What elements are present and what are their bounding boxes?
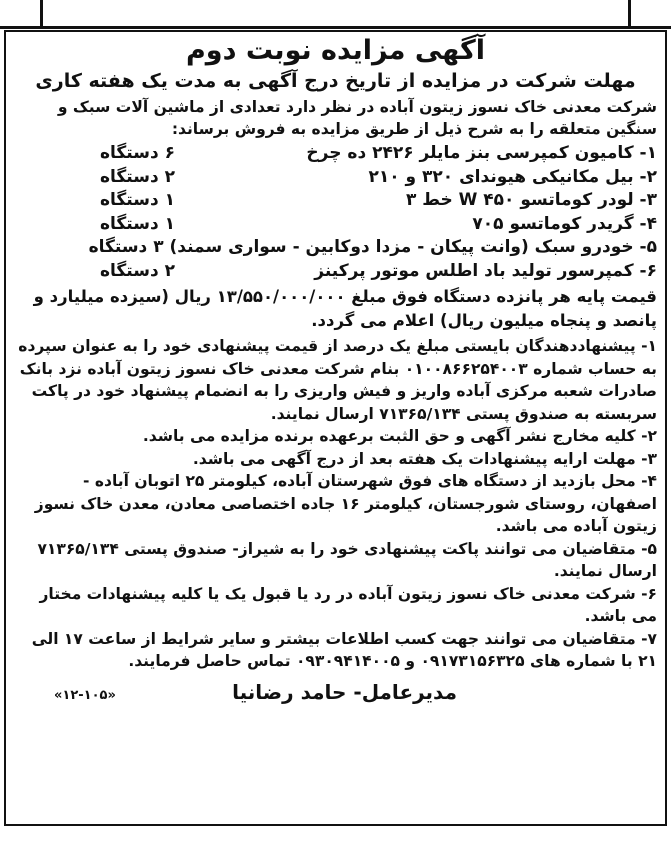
item-description: ۴- گریدر کوماتسو ۷۰۵	[472, 213, 657, 234]
notice-title: آگهی مزایده نوبت دوم	[186, 35, 485, 66]
condition-item: ۲- کلیه مخارج نشر آگهی و حق الثبت برعهده برنده مزایده می باشد.	[142, 427, 657, 445]
base-price: قیمت پایه هر پانزده دستگاه فوق مبلغ ۱۳/۵۵۰/۰۰۰/۰۰۰ ریال (سیزده میلیارد و پانصد و پنجاه میلیون ریال) اعلام می گردد.	[33, 287, 657, 330]
notice-subtitle: مهلت شرکت در مزایده از تاریخ درج آگهی به مدت یک هفته کاری	[35, 70, 636, 92]
list-item	[14, 142, 657, 166]
machinery-list	[14, 142, 657, 283]
item-description: ۱- کامیون کمپرسی بنز مایلر ۲۴۲۶ ده چرخ	[306, 143, 657, 163]
list-item	[14, 213, 657, 237]
list-item	[14, 189, 657, 213]
condition-item: ۷- متقاضیان می توانند جهت کسب اطلاعات بیشتر و سایر شرایط از ساعت ۱۷ الی ۲۱ با شماره های ۰۹۱۷۳۱۵۶۳۲۵ و ۰۹۳۰۹۴۱۴۰۰۵ تماس حاصل فرمایند.	[31, 629, 657, 670]
item-description: ۵- خودرو سبک (وانت پیکان - مزدا دوکابین - سواری سمند) ۳ دستگاه	[88, 237, 657, 257]
item-quantity: ۶ دستگاه	[100, 143, 175, 163]
item-quantity: ۱ دستگاه	[100, 190, 175, 210]
condition-item: ۶- شرکت معدنی خاک نسوز زیتون آباده در رد یا قبول یک یا کلیه پیشنهادات مختار می باشد.	[39, 584, 657, 625]
notice-intro: شرکت معدنی خاک نسوز زیتون آباده در نظر دارد تعدادی از ماشین آلات سبک و سنگین متعلقه را به شرح ذیل از طریق مزایده به فروش برساند:	[57, 98, 657, 138]
condition-item: ۴- محل بازدید از دستگاه های فوق شهرستان آباده، کیلومتر ۲۵ اتوبان آباده - اصفهان، روستای شورجستان، کیلومتر ۱۶ جاده اختصاصی معادن، معدن خاک نسوز زیتون آباده می باشد.	[34, 472, 657, 535]
item-quantity: ۲ دستگاه	[100, 260, 175, 281]
condition-item: ۱- پیشنهاددهندگان بایستی مبلغ یک درصد از قیمت پیشنهادی خود را به عنوان سپرده به حساب شماره ۰۱۰۰۸۶۶۲۵۴۰۰۳ بنام شرکت معدنی خاک نسوز زیتون آباده نزد بانک صادرات شعبه مرکزی آباده واریز و فیش واریزی را به انضمام پیشنهاد خود در پاکت سربسته به صندوق پستی ۷۱۳۶۵/۱۳۴ ارسال نمایند.	[18, 337, 657, 423]
item-quantity: ۱ دستگاه	[100, 213, 175, 234]
conditions-list	[14, 335, 657, 673]
notice-code: «۱۲-۱۰۵»	[54, 687, 116, 703]
signatory: مدیرعامل- حامد رضانیا	[232, 679, 457, 704]
condition-item: ۵- متقاضیان می توانند پاکت پیشنهادی خود را به شیراز- صندوق پستی ۷۱۳۶۵/۱۳۴ ارسال نمایند.	[37, 539, 657, 580]
item-description: ۳- لودر کوماتسو W ۴۵۰ خط ۳	[405, 190, 657, 210]
signature-line	[14, 679, 657, 709]
item-quantity: ۲ دستگاه	[100, 166, 175, 187]
condition-item: ۳- مهلت ارایه پیشنهادات یک هفته بعد از درج آگهی می باشد.	[192, 449, 657, 468]
list-item	[14, 166, 657, 190]
list-item	[14, 236, 657, 260]
notice-body	[14, 34, 657, 709]
item-description: ۲- بیل مکانیکی هیوندای ۳۲۰ و ۲۱۰	[368, 166, 657, 187]
top-border-rule	[0, 0, 671, 29]
item-description: ۶- کمپرسور تولید باد اطلس موتور پرکینز	[314, 260, 657, 281]
list-item	[14, 260, 657, 284]
